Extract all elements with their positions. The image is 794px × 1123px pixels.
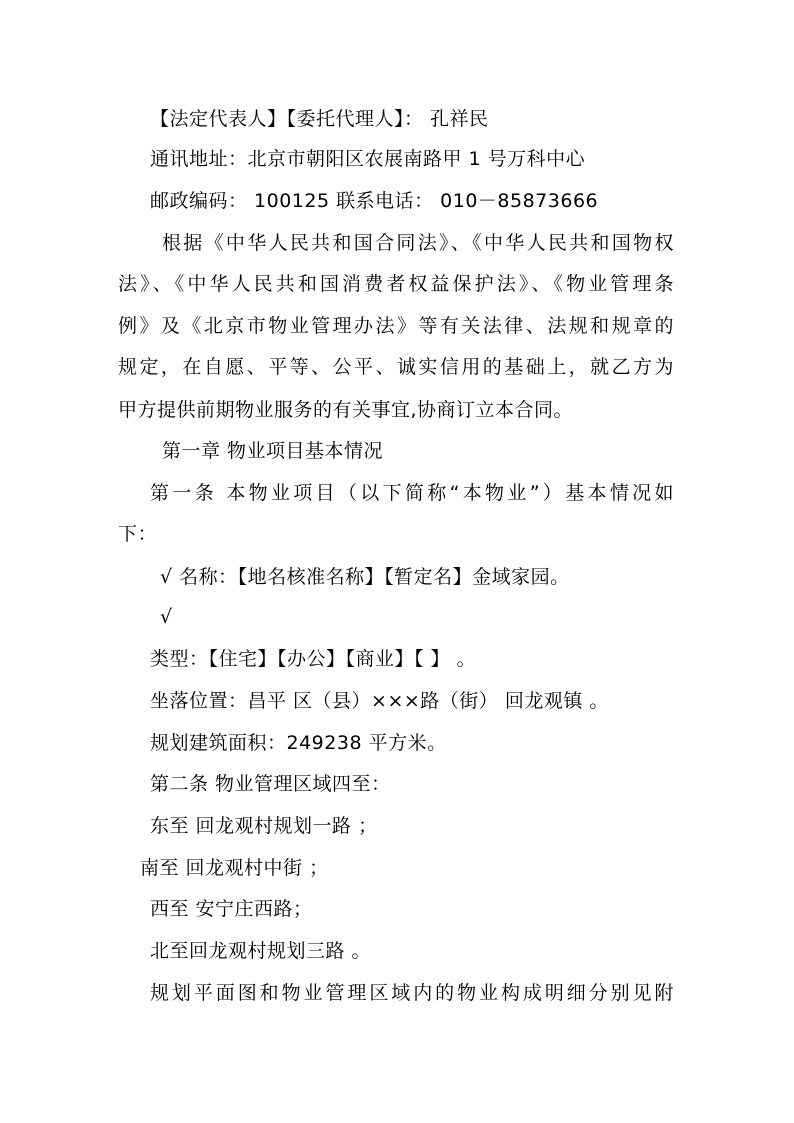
plan-line: 规划平面图和物业管理区域内的物业构成明细分别见附 bbox=[150, 982, 674, 1004]
article-1-line-2: 下： bbox=[118, 523, 158, 545]
paragraph-line-4: 规定，在自愿、平等、公平、诚实信用的基础上，就乙方为 bbox=[118, 356, 674, 378]
postal-phone-line: 邮政编码： 100125 联系电话： 010－85873666 bbox=[150, 190, 599, 212]
east-boundary: 东至 回龙观村规划一路 ； bbox=[150, 815, 378, 837]
article-1-line-1: 第一条 本物业项目（以下简称“本物业”）基本情况如 bbox=[150, 482, 674, 504]
representative-line: 【法定代表人】【委托代理人】： 孔祥民 bbox=[150, 108, 489, 130]
article-2-heading: 第二条 物业管理区域四至： bbox=[150, 773, 391, 795]
paragraph-line-3: 例》及《北京市物业管理办法》等有关法律、法规和规章的 bbox=[118, 315, 674, 337]
type-line: 类型：【住宅】【办公】【商业】【 】 。 bbox=[150, 648, 477, 670]
name-line: √ 名称：【地名核准名称】【暂定名】金域家园。 bbox=[160, 566, 570, 588]
location-line: 坐落位置：昌平 区（县）×××路（街） 回龙观镇 。 bbox=[150, 690, 609, 712]
paragraph-line-1: 根据《中华人民共和国合同法》、《中华人民共和国物权 bbox=[162, 232, 674, 254]
south-boundary: 南至 回龙观村中街 ； bbox=[140, 857, 329, 879]
west-boundary: 西至 安宁庄西路； bbox=[150, 898, 313, 920]
area-line: 规划建筑面积：249238 平方米。 bbox=[150, 732, 447, 754]
address-line: 通讯地址：北京市朝阳区农展南路甲 1 号万科中心 bbox=[150, 148, 586, 170]
paragraph-line-2: 法》、《中华人民共和国消费者权益保护法》、《物业管理条 bbox=[118, 273, 674, 295]
paragraph-line-5: 甲方提供前期物业服务的有关事宜,协商订立本合同。 bbox=[118, 399, 574, 421]
check-mark-line: √ bbox=[160, 606, 173, 628]
north-boundary: 北至回龙观村规划三路 。 bbox=[150, 940, 372, 962]
chapter-heading: 第一章 物业项目基本情况 bbox=[162, 440, 384, 462]
